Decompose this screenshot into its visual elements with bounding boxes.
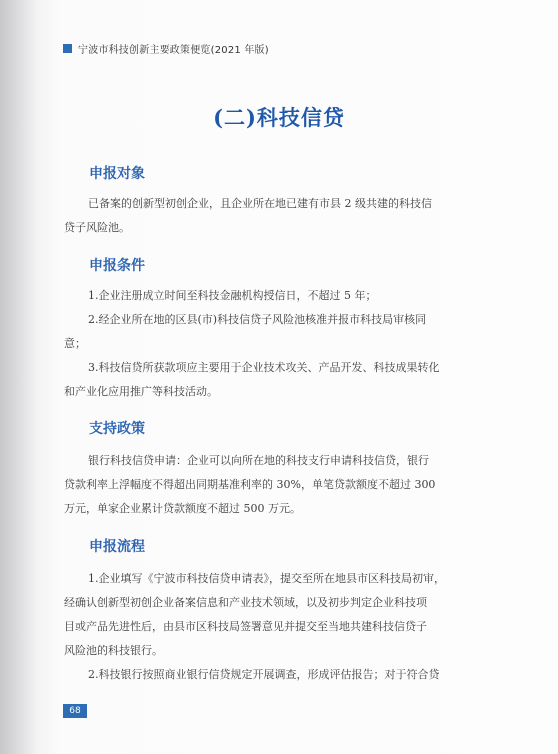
section-support-policy-paragraph <box>64 449 497 521</box>
paragraph-line: 银行科技信贷申请：企业可以向所在地的科技支行申请科技信贷，银行 <box>88 454 429 467</box>
paragraph-line: 3.科技信贷所获款项应主要用于企业技术攻关、产品开发、科技成果转化 <box>88 361 440 374</box>
page-number-badge: 68 <box>63 704 87 718</box>
paragraph-line: 贷款利率上浮幅度不得超出同期基准利率的 30%，单笔贷款额度不超过 300 <box>64 478 436 491</box>
running-header-text: 宁波市科技创新主要政策便览(2021 年版) <box>78 44 269 56</box>
section-heading-conditions: 申报条件 <box>89 258 145 274</box>
paragraph-line: 目或产品先进性后，由县市区科技局签署意见并提交至当地共建科技信贷子 <box>64 620 427 633</box>
section-process-paragraph-1 <box>64 567 497 663</box>
paragraph-line: 经确认创新型初创企业备案信息和产业技术领域，以及初步判定企业科技项 <box>64 596 427 609</box>
header-square-marker <box>63 44 72 53</box>
section-heading-support-policy: 支持政策 <box>89 421 145 437</box>
section-conditions-paragraph-2 <box>64 308 497 356</box>
paragraph-line: 和产业化应用推广等科技活动。 <box>64 385 218 398</box>
running-header <box>63 41 269 55</box>
section-process-paragraph-2 <box>64 663 497 687</box>
paragraph-line: 1.企业填写《宁波市科技信贷申请表》，提交至所在地县市区科技局初审， <box>88 572 445 585</box>
paragraph-line: 已备案的创新型初创企业，且企业所在地已建有市县 2 级共建的科技信 <box>88 197 432 210</box>
paragraph-line: 万元，单家企业累计贷款额度不超过 500 万元。 <box>64 502 301 515</box>
paragraph-line: 风险池的科技银行。 <box>64 644 163 657</box>
paragraph-line: 意； <box>64 337 86 350</box>
paragraph-line: 1.企业注册成立时间至科技金融机构授信日，不超过 5 年； <box>88 289 377 302</box>
section-heading-process: 申报流程 <box>89 539 145 555</box>
paragraph-line: 2.经企业所在地的区县(市)科技信贷子风险池核准并报市科技局审核同 <box>88 313 427 326</box>
section-applicants-paragraph <box>64 192 497 240</box>
section-conditions-paragraph-1 <box>64 284 497 308</box>
section-conditions-paragraph-3 <box>64 356 497 404</box>
paragraph-line: 2.科技银行按照商业银行信贷规定开展调查，形成评估报告；对于符合贷 <box>88 668 440 681</box>
section-heading-applicants: 申报对象 <box>89 166 145 182</box>
page-title: (二)科技信贷 <box>213 105 345 130</box>
paragraph-line: 贷子风险池。 <box>64 221 130 234</box>
